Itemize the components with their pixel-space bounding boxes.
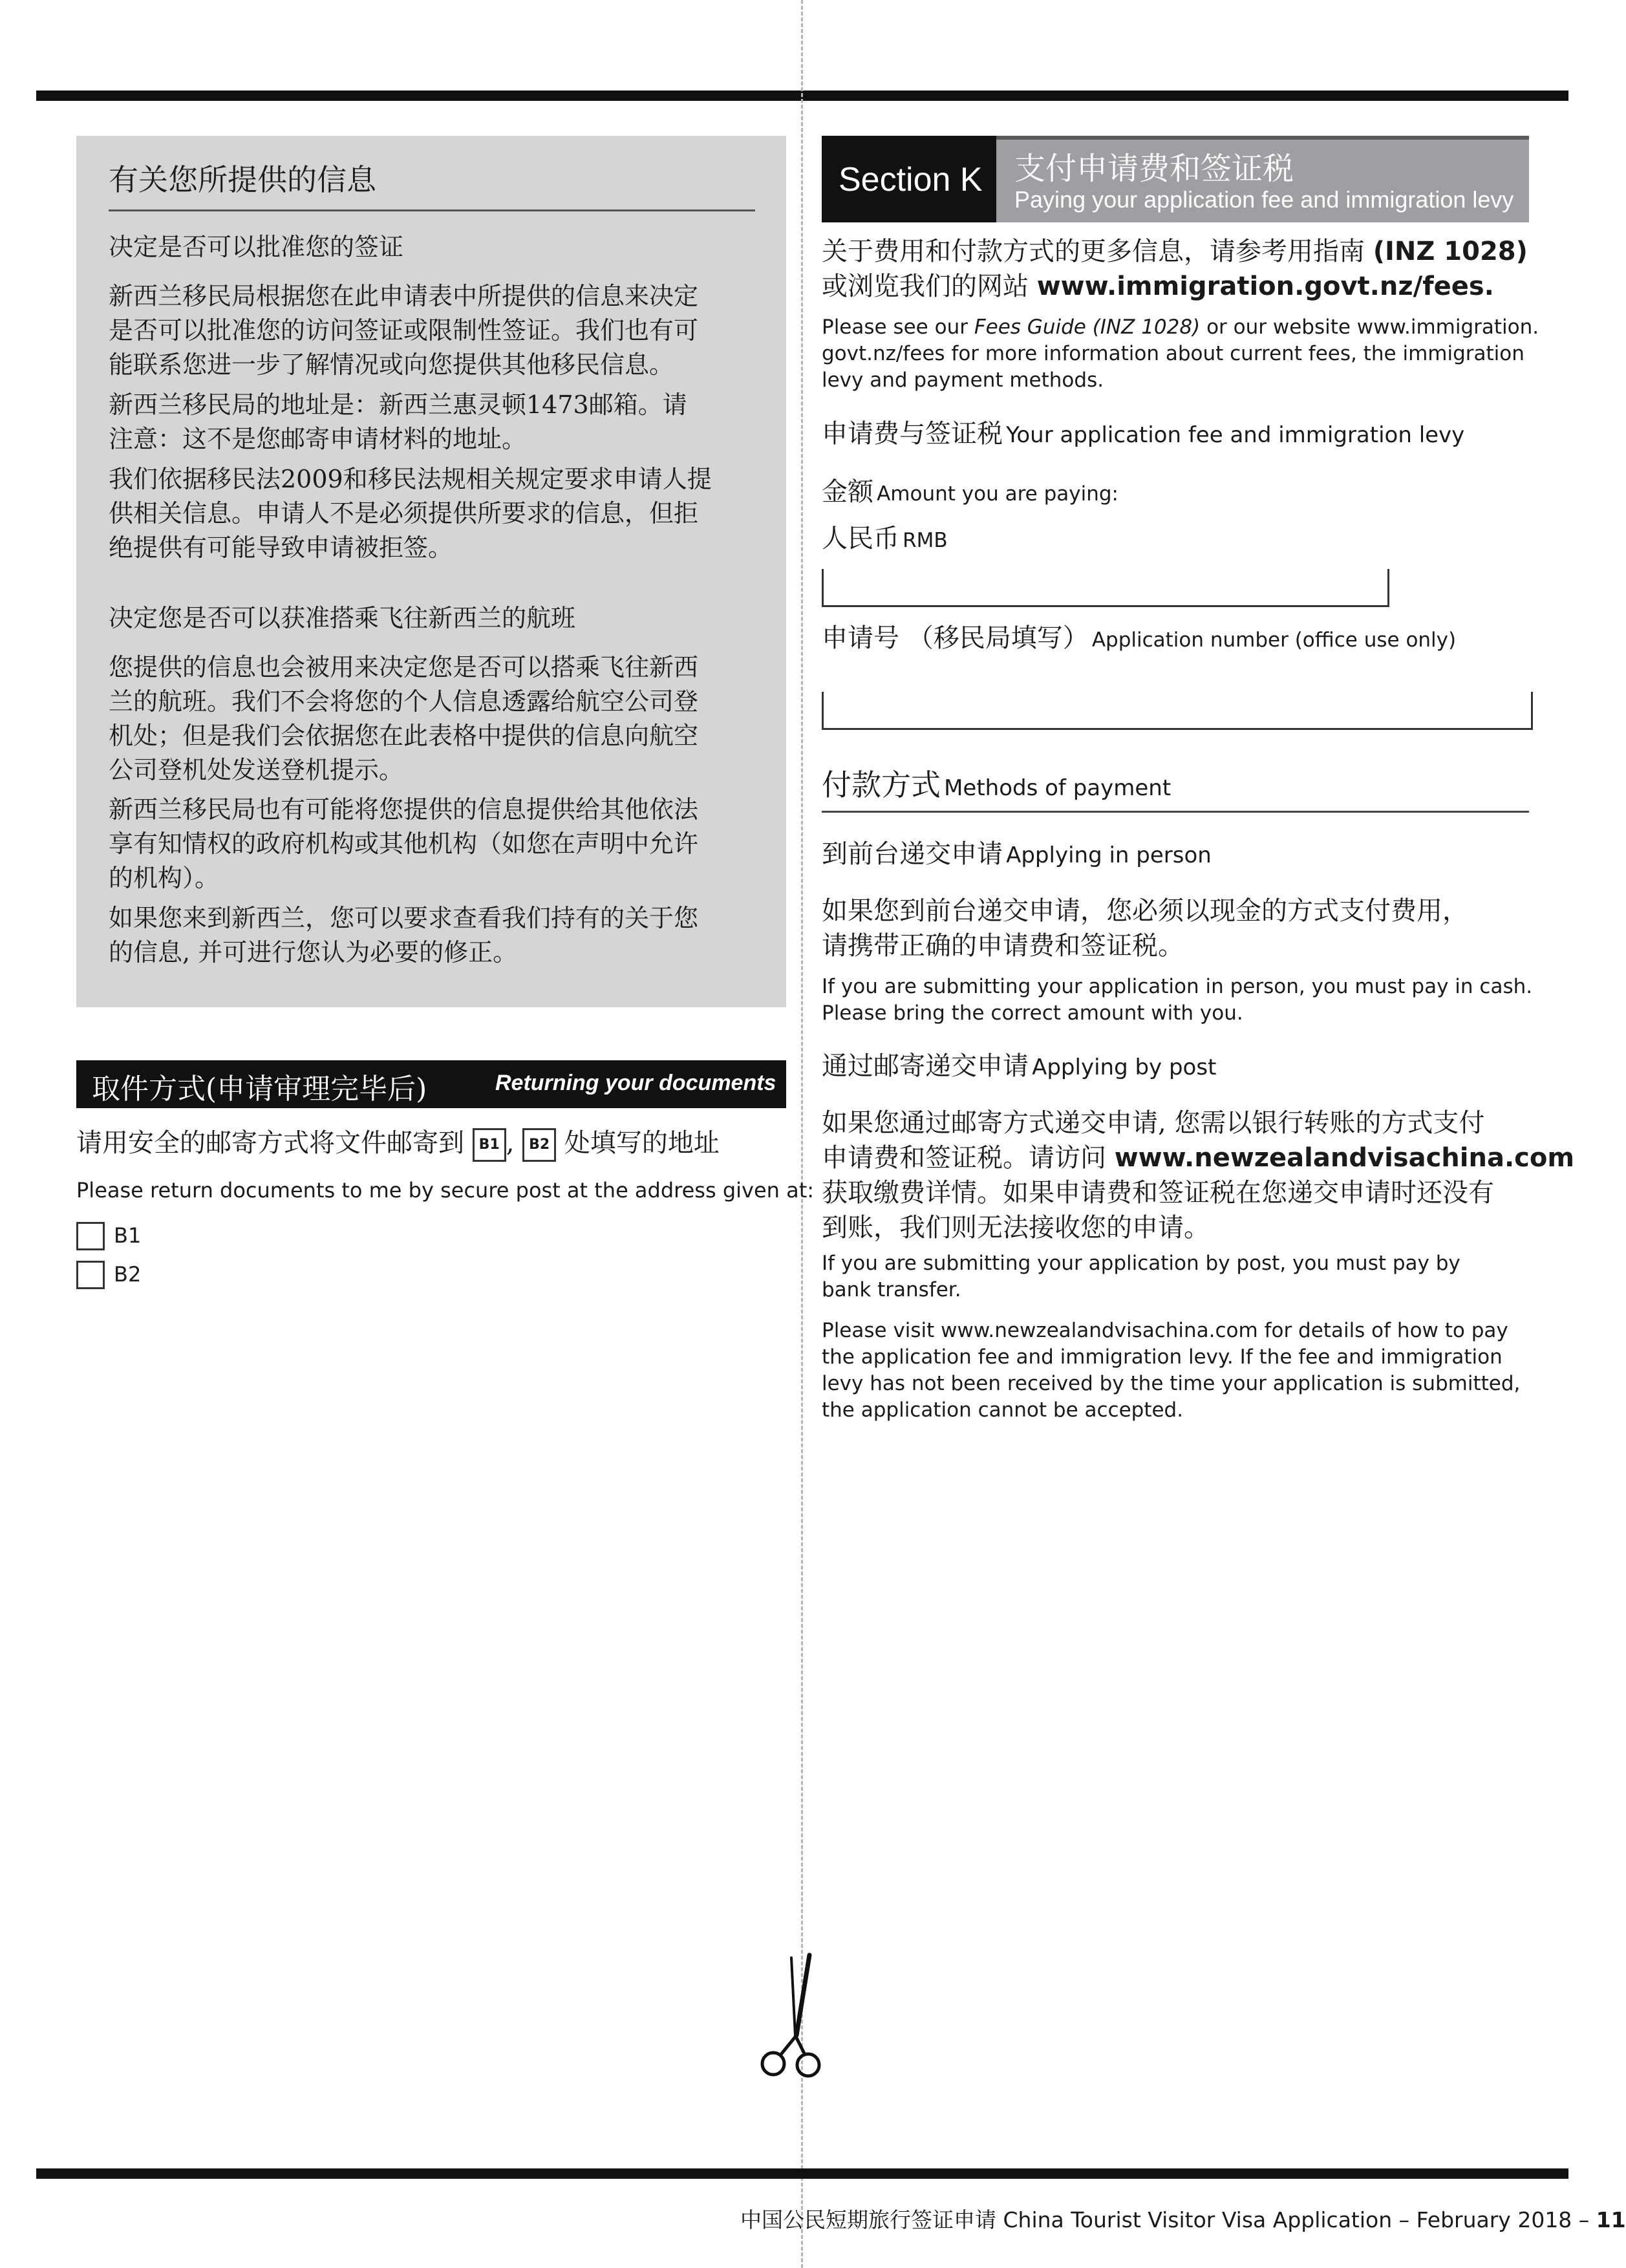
page-footer: 中国公民短期旅行签证申请 China Tourist Visitor Visa Application – February 2018 – 11	[740, 2207, 1626, 2232]
in-person-body-cn: 如果您到前台递交申请，您必须以现金的方式支付费用， 请携带正确的申请费和签证税。	[822, 896, 1468, 961]
page-number: 11	[1596, 2207, 1626, 2232]
paragraph-info-sharing: 新西兰移民局也有可能将您提供的信息提供给其他依法 享有知情权的政府机构或其他机构（如您在声明中允许 的机构）。	[109, 795, 699, 892]
paragraph-visa-decision: 新西兰移民局根据您在此申请表中所提供的信息来决定 是否可以批准您的访问签证或限制性签证。我们也有可 能联系您进一步了解情况或向您提供其他移民信息。	[109, 282, 699, 379]
paragraph-legal-basis: 我们依据移民法2009和移民法规相关规定要求申请人提 供相关信息。申请人不是必须提供所要求的信息，但拒 绝提供有可能导致申请被拒签。	[109, 465, 712, 562]
b2-ref-box: B2	[522, 1128, 556, 1162]
returning-title-cn: 取件方式(申请审理完毕后)	[92, 1073, 427, 1106]
section-k-title-cn: 支付申请费和签证税	[1014, 151, 1294, 187]
panel-title-rule	[109, 209, 755, 211]
b1-ref-box: B1	[473, 1128, 506, 1162]
in-person-body-en: If you are submitting your application in person, you must pay in cash. Please bring the correct amount with you.	[822, 975, 1533, 1025]
privacy-info-panel	[76, 136, 786, 1007]
fees-intro-en: Please see our Fees Guide (INZ 1028) or our website www.immigration. govt.nz/fees for more information about current fees, the immigration levy and payment methods.	[822, 316, 1539, 392]
returning-instruction-en: Please return documents to me by secure post at the address given at:	[76, 1178, 815, 1203]
amount-label: 金额 Amount you are paying:	[822, 477, 1118, 507]
subheading-flight-decision: 决定您是否可以获准搭乘飞往新西兰的航班	[109, 604, 576, 632]
fee-levy-heading: 申请费与签证税 Your application fee and immigration levy	[822, 419, 1465, 449]
checkbox-b2[interactable]	[76, 1261, 105, 1289]
payment-methods-heading: 付款方式 Methods of payment	[822, 767, 1171, 802]
panel-title: 有关您所提供的信息	[109, 162, 376, 197]
paragraph-access-correction: 如果您来到新西兰，您可以要求查看我们持有的关于您 的信息, 并可进行您认为必要的修正。	[109, 904, 699, 967]
returning-instruction-cn: 请用安全的邮寄方式将文件邮寄到 B1 , B2 处填写的地址	[76, 1122, 720, 1162]
amount-rmb-input[interactable]	[822, 569, 1389, 607]
by-post-body-en-1: If you are submitting your application by post, you must pay by bank transfer.	[822, 1252, 1460, 1301]
by-post-body-cn: 如果您通过邮寄方式递交申请, 您需以银行转账的方式支付 申请费和签证税。请访问 www.newzealandvisachina.com 获取缴费详情。如果申请费和签证税在您递交申请时还没有 到账，我们则无法接收您的申请。	[822, 1108, 1575, 1243]
by-post-heading: 通过邮寄递交申请 Applying by post	[822, 1051, 1217, 1081]
checkbox-b1[interactable]	[76, 1222, 105, 1250]
scissors-icon	[750, 1952, 828, 2082]
returning-title-en: Returning your documents	[495, 1071, 776, 1095]
payment-methods-rule	[822, 811, 1529, 813]
section-k-label-box: Section K	[822, 136, 996, 222]
subheading-visa-decision: 决定是否可以批准您的签证	[109, 233, 404, 261]
checkbox-b1-label: B1	[114, 1223, 142, 1248]
paragraph-flight-decision: 您提供的信息也会被用来决定您是否可以搭乘飞往新西 兰的航班。我们不会将您的个人信息透露给航空公司登 机处；但是我们会依据您在此表格中提供的信息向航空 公司登机处发送登机提示。	[109, 653, 699, 784]
returning-documents-header	[76, 1060, 786, 1108]
currency-label: 人民币 RMB	[822, 524, 948, 553]
bottom-rule	[36, 2168, 1568, 2179]
application-number-input[interactable]	[822, 692, 1533, 730]
by-post-body-en-2: Please visit www.newzealandvisachina.com for details of how to pay the application fee and immigration levy. If the fee and immigration levy has not been received by the time your application is submitted, the application cannot be accepted.	[822, 1319, 1521, 1422]
application-number-label: 申请号 （移民局填写） Application number (office use only)	[822, 623, 1457, 653]
fees-intro-cn: 关于费用和付款方式的更多信息，请参考用指南 (INZ 1028) 或浏览我们的网站 www.immigration.govt.nz/fees.	[822, 237, 1528, 301]
section-k-title-en: Paying your application fee and immigration levy	[1014, 186, 1514, 213]
in-person-heading: 到前台递交申请 Applying in person	[822, 839, 1212, 869]
checkbox-b2-label: B2	[114, 1262, 142, 1287]
paragraph-inz-address: 新西兰移民局的地址是：新西兰惠灵顿1473邮箱。请 注意：这不是您邮寄申请材料的地址。	[109, 390, 687, 453]
cut-line	[801, 0, 803, 2268]
section-k-title-bar	[996, 136, 1529, 222]
